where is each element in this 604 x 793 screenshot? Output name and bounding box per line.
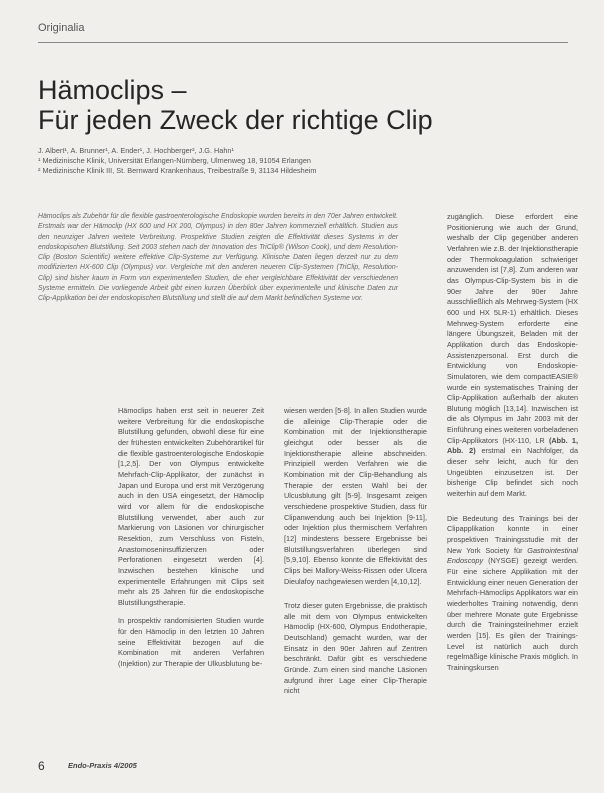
body-column-2	[284, 406, 427, 697]
paragraph: Trotz dieser guten Ergebnisse, die praktisch alle mit dem von Olympus entwickelten Hämoclip (HX-600, Olympus Endotherapie, Deutschland) gemacht wurden, war der Einsatz in den 90er Jahren auf Zentren beschränkt. Dafür gibt es verschiedene Gründe. Zum einen sind manche Läsionen aufgrund ihrer Lage einer Clip-Therapie nicht	[284, 601, 427, 696]
society-name: Gastrointestinal Endoscopy	[447, 545, 578, 566]
text-run: Die Bedeutung des Trainings bei der Clipapplikation konnte in einer prospektiven Trainingsstudie mit der New York Society für	[447, 513, 578, 555]
author-names: J. Albert¹, A. Brunner¹, A. Ender¹, J. Hochberger², J.G. Hahn¹	[38, 146, 234, 155]
author-block	[38, 146, 317, 176]
text-run: zugänglich. Diese erfordert eine Positionierung wie auch der Grund, weshalb der Clip gegenüber anderen Verfahren wie z.B. der Injektionstherapie oder Thermokoagulation schwieriger anzuwenden ist [7,8]. Zum anderen war das Olympus-Clip-System bis in die 90er Jahre der 90er Jahre ausschließlich als Mehrweg-System (HX 600 und HX 5LR-1) erhältlich. Dieses Mehrweg-System erforderte eine längere Übungszeit, Beladen mit der Applikation durch das Endoskopie-Assistenzpersonal. Erst durch die Entwicklung von Endoskopie-Simulatoren, wie dem compactEASIE® wurde ein systematisches Training der Clip-Applikation außerhalb der akuten Blutung möglich [13,14]. Inzwischen ist die als Olympus im Jahr 2003 mit der Einführung eines weiteren vorbeladenen Clip-Applikators (HX-110, LR	[447, 212, 579, 445]
body-column-1	[118, 406, 264, 670]
paragraph: In prospektiv randomisierten Studien wurde für den Hämoclip in den letzten 10 Jahren seine Effektivität bezogen auf die Kombination mit anderen Verfahren (Injektion) zur Therapie der Ulkusblutung be-	[118, 616, 264, 669]
section-label: Originalia	[38, 22, 85, 34]
paragraph: wiesen werden [5-8]. In allen Studien wurde die alleinige Clip-Therapie oder die Kombination mit der Injektionstherapie gleichgut oder besser als die Injektionstherapie alleine abschneiden. Prinzipiell werden Verfahren wie die Kombination mit der Clip-Behandlung als Therapie der ersten Wahl bei der Ulcusblutung gilt [5-9]. Insgesamt zeigen verschiedene prospektive Studien, dass für Clipanwendung auch bei Injektion [9-11], oder Injektion plus thermischem Verfahren [12] mindestens bessere Ergebnisse bei Blutstillungsverfahren überlegen sind [5,9,10]. Ebenso konnte die Effektivität des Clips bei Mallory-Weiss-Rissen oder Ulcera Dieulafoy nachgewiesen werden [4,10,12].	[284, 406, 427, 586]
paragraph	[447, 514, 578, 674]
affiliation-2: ² Medizinische Klinik III, St. Bernward Krankenhaus, Treibestraße 9, 31134 Hildesheim	[38, 166, 317, 175]
article-title-line-1: Hämoclips –	[38, 75, 187, 105]
affiliation-1: ¹ Medizinische Klinik, Universität Erlangen-Nürnberg, Ulmenweg 18, 91054 Erlangen	[38, 156, 311, 165]
page-number: 6	[38, 759, 45, 773]
article-title-line-2: Für jeden Zweck der richtige Clip	[38, 105, 433, 135]
body-column-3	[447, 212, 578, 674]
abstract: Hämoclips als Zubehör für die flexible gastroenterologische Endoskopie wurden bereits in den 70er Jahren entwickelt. Erstmals war der Hämoclip (HX 600 und HX 200, Olympus) in den 80er Jahren kommerziell erhältlich. Studien aus den neunziger Jahren weitete Verbreitung. Prospektive Studien zeigten die Effektivität dieses Systems in der endoskopischen Blutstillung. Seit 2003 stehen nach der Innovation des TriClip® (Wilson Cook), und dem Resolution-Clip (Boston Scientific) weitere effektive Clip-Systeme zur Verfügung. Klinische Daten liegen derzeit nur zu dem modifizierten HX-600 Clip (Olympus) vor. Vergleiche mit den anderen neueren Clip-Systemen (TriClip, Resolution-Clip) sind bisher kaum in Form von experimentellen Studien, die eher vergleichbare Effektivität der verschiedenen Systeme ermitteln. Die vorliegende Arbeit gibt einen kurzen Überblick über experimentelle und klinische Daten zur Clip-Applikation bei der endoskopischen Blutstillung und stellt die auf dem Markt befindlichen Systeme vor.	[38, 213, 398, 303]
header-divider	[38, 42, 568, 43]
paragraph: Hämoclips haben erst seit in neuerer Zeit weitere Verbreitung für die endoskopische Blutstillung gefunden, obwohl diese für eine der frühesten entwickelten Zubehörartikel für die flexible gastroenterologische Endoskopie [1,2,5]. Der von Olympus entwickelte Mehrfach-Clip-Applikator, der zunächst in Japan und Europa und erst mit Verzögerung auch in den USA eingesetzt, der Hämoclip wird vor allem für die endoskopische Blutstillung verwendet, aber auch zur Markierung von Läsionen vor chirurgischer Resektion, zum Verschluss von Fisteln, Anastomoseninsuffizienzen oder Perforationen eingesetzt werden [4]. Inzwischen bestehen klinische und experimentelle Erfahrungen mit Clips seit mehr als 25 Jahren für die endoskopische Blutstillungstherapie.	[118, 406, 264, 607]
text-run: erstmal ein Nachfolger, da dieser sehr leicht, auch für den Ungeübten einzusetzen ist. Der bisherige Clip befindet sich noch weiterhin auf dem Markt.	[447, 446, 578, 499]
text-run: (NYSGE) gezeigt werden. Für eine sichere Applikation mit der Entwicklung einer neuen Generation der Mehrfach-Hämoclips Applikators war ein wiederholtes Training notwendig, denn über mehrere Monate gute Ergebnisse durch die Trainingsteilnehmer erzielt werden [15]. Es gilen der Trainings-Level ist natürlich auch durch regelmäßige klinische Praxis möglich. In Trainingskursen	[447, 556, 578, 672]
journal-footer: Endo-Praxis 4/2005	[68, 761, 137, 770]
paragraph	[447, 212, 578, 500]
figure-reference: (Abb. 1, Abb. 2)	[447, 435, 578, 456]
